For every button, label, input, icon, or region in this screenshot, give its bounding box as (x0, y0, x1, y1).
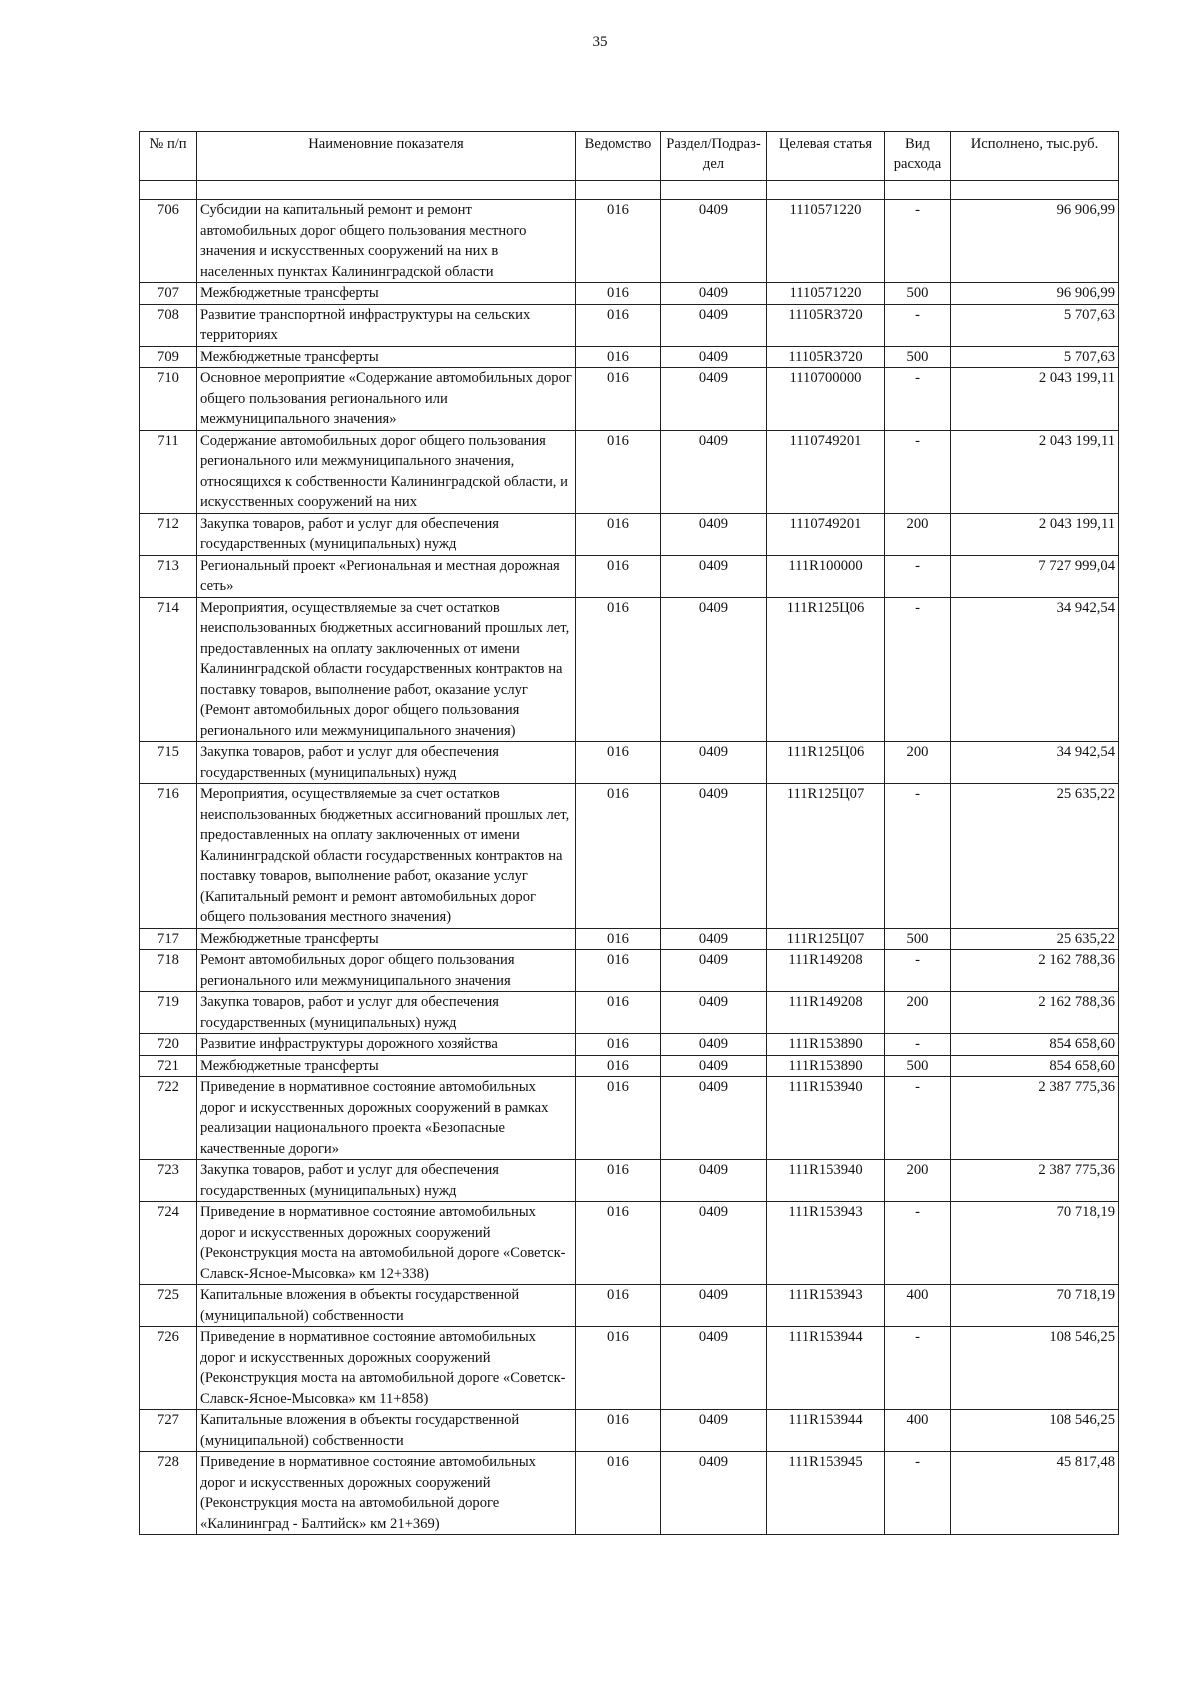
row-section: 0409 (661, 742, 767, 784)
row-dept: 016 (576, 304, 661, 346)
row-target: 111R153940 (767, 1160, 885, 1202)
row-section: 0409 (661, 1327, 767, 1410)
row-target: 111R153890 (767, 1034, 885, 1056)
table-row (140, 346, 1119, 368)
row-section: 0409 (661, 784, 767, 929)
table-row (140, 283, 1119, 305)
header-num: № п/п (140, 132, 197, 181)
table-row (140, 742, 1119, 784)
row-amount: 2 043 199,11 (951, 430, 1119, 513)
row-dept: 016 (576, 1410, 661, 1452)
table-row (140, 555, 1119, 597)
row-section: 0409 (661, 304, 767, 346)
row-dept: 016 (576, 1452, 661, 1535)
row-section: 0409 (661, 1077, 767, 1160)
row-amount: 45 817,48 (951, 1452, 1119, 1535)
row-section: 0409 (661, 283, 767, 305)
row-target: 111R125Ц07 (767, 928, 885, 950)
row-dept: 016 (576, 597, 661, 742)
table-body (140, 200, 1119, 1535)
row-target: 111R125Ц07 (767, 784, 885, 929)
row-target: 1110571220 (767, 200, 885, 283)
row-number: 717 (140, 928, 197, 950)
row-exp-type: - (885, 1034, 951, 1056)
row-exp-type: - (885, 200, 951, 283)
row-dept: 016 (576, 992, 661, 1034)
row-name: Капитальные вложения в объекты государственной (муниципальной) собственности (197, 1410, 576, 1452)
row-amount: 5 707,63 (951, 346, 1119, 368)
row-number: 711 (140, 430, 197, 513)
row-target: 111R125Ц06 (767, 742, 885, 784)
table-row (140, 928, 1119, 950)
header-dept: Ведомство (576, 132, 661, 181)
row-name: Основное мероприятие «Содержание автомобильных дорог общего пользования регионального или межмуниципального значения» (197, 368, 576, 431)
row-amount: 2 162 788,36 (951, 950, 1119, 992)
row-target: 111R153890 (767, 1055, 885, 1077)
row-target: 111R153945 (767, 1452, 885, 1535)
row-name: Развитие инфраструктуры дорожного хозяйства (197, 1034, 576, 1056)
row-amount: 108 546,25 (951, 1410, 1119, 1452)
row-number: 720 (140, 1034, 197, 1056)
row-exp-type: 200 (885, 992, 951, 1034)
row-number: 721 (140, 1055, 197, 1077)
row-dept: 016 (576, 950, 661, 992)
header-spacer-row (140, 181, 1119, 200)
header-exp-type: Вид расхода (885, 132, 951, 181)
table-row (140, 1055, 1119, 1077)
row-name: Межбюджетные трансферты (197, 928, 576, 950)
row-target: 111R100000 (767, 555, 885, 597)
row-exp-type: - (885, 1077, 951, 1160)
row-amount: 2 043 199,11 (951, 513, 1119, 555)
row-target: 111R153943 (767, 1285, 885, 1327)
row-exp-type: 200 (885, 742, 951, 784)
row-target: 11105R3720 (767, 304, 885, 346)
row-name: Региональный проект «Региональная и местная дорожная сеть» (197, 555, 576, 597)
row-target: 1110749201 (767, 430, 885, 513)
row-exp-type: - (885, 597, 951, 742)
row-name: Приведение в нормативное состояние автомобильных дорог и искусственных дорожных сооружений (Реконструкция моста на автомобильной дороге «Калининград - Балтийск» км 21+369) (197, 1452, 576, 1535)
table-row (140, 368, 1119, 431)
row-amount: 70 718,19 (951, 1202, 1119, 1285)
row-section: 0409 (661, 513, 767, 555)
row-exp-type: 200 (885, 513, 951, 555)
row-number: 727 (140, 1410, 197, 1452)
table-row (140, 200, 1119, 283)
row-amount: 34 942,54 (951, 597, 1119, 742)
row-dept: 016 (576, 368, 661, 431)
row-amount: 854 658,60 (951, 1034, 1119, 1056)
row-name: Мероприятия, осуществляемые за счет остатков неиспользованных бюджетных ассигнований прошлых лет, предоставленных на оплату заключенных от имени Калининградской области государственных контрактов на поставку товаров, выполнение работ, оказание услуг (Капитальный ремонт и ремонт автомобильных дорог общего пользования местного значения) (197, 784, 576, 929)
row-dept: 016 (576, 1077, 661, 1160)
row-dept: 016 (576, 784, 661, 929)
row-section: 0409 (661, 1034, 767, 1056)
row-exp-type: - (885, 1327, 951, 1410)
table-row (140, 304, 1119, 346)
row-target: 111R149208 (767, 950, 885, 992)
row-number: 712 (140, 513, 197, 555)
row-amount: 2 387 775,36 (951, 1077, 1119, 1160)
row-amount: 7 727 999,04 (951, 555, 1119, 597)
row-dept: 016 (576, 1202, 661, 1285)
row-section: 0409 (661, 346, 767, 368)
row-target: 111R153944 (767, 1410, 885, 1452)
row-target: 11105R3720 (767, 346, 885, 368)
table-row (140, 597, 1119, 742)
row-amount: 2 387 775,36 (951, 1160, 1119, 1202)
row-name: Межбюджетные трансферты (197, 1055, 576, 1077)
row-amount: 96 906,99 (951, 283, 1119, 305)
row-number: 710 (140, 368, 197, 431)
row-target: 111R153943 (767, 1202, 885, 1285)
row-amount: 96 906,99 (951, 200, 1119, 283)
table-row (140, 1410, 1119, 1452)
row-section: 0409 (661, 1285, 767, 1327)
row-name: Развитие транспортной инфраструктуры на сельских территориях (197, 304, 576, 346)
row-section: 0409 (661, 1202, 767, 1285)
row-number: 723 (140, 1160, 197, 1202)
table-row (140, 513, 1119, 555)
row-amount: 854 658,60 (951, 1055, 1119, 1077)
row-exp-type: - (885, 368, 951, 431)
row-name: Приведение в нормативное состояние автомобильных дорог и искусственных дорожных сооружений (Реконструкция моста на автомобильной дороге «Советск-Славск-Ясное-Мысовка» км 11+858) (197, 1327, 576, 1410)
row-target: 111R153944 (767, 1327, 885, 1410)
header-name: Наименовние показателя (197, 132, 576, 181)
row-dept: 016 (576, 430, 661, 513)
row-amount: 2 043 199,11 (951, 368, 1119, 431)
row-target: 111R149208 (767, 992, 885, 1034)
row-section: 0409 (661, 1160, 767, 1202)
row-target: 111R125Ц06 (767, 597, 885, 742)
row-exp-type: 500 (885, 283, 951, 305)
row-dept: 016 (576, 346, 661, 368)
row-target: 1110749201 (767, 513, 885, 555)
row-exp-type: 200 (885, 1160, 951, 1202)
header-target: Целевая статья (767, 132, 885, 181)
row-section: 0409 (661, 950, 767, 992)
row-section: 0409 (661, 1055, 767, 1077)
table-row (140, 1077, 1119, 1160)
row-target: 1110700000 (767, 368, 885, 431)
row-exp-type: - (885, 304, 951, 346)
row-number: 709 (140, 346, 197, 368)
row-number: 728 (140, 1452, 197, 1535)
table-row (140, 1327, 1119, 1410)
row-exp-type: 400 (885, 1410, 951, 1452)
row-name: Закупка товаров, работ и услуг для обеспечения государственных (муниципальных) нужд (197, 1160, 576, 1202)
row-name: Межбюджетные трансферты (197, 283, 576, 305)
row-number: 708 (140, 304, 197, 346)
table-row (140, 1202, 1119, 1285)
row-dept: 016 (576, 1160, 661, 1202)
row-number: 719 (140, 992, 197, 1034)
row-number: 726 (140, 1327, 197, 1410)
table-row (140, 784, 1119, 929)
header-section: Раздел/Подраз-дел (661, 132, 767, 181)
row-exp-type: 500 (885, 1055, 951, 1077)
row-exp-type: - (885, 1452, 951, 1535)
row-dept: 016 (576, 200, 661, 283)
row-dept: 016 (576, 1055, 661, 1077)
row-dept: 016 (576, 928, 661, 950)
row-section: 0409 (661, 200, 767, 283)
row-amount: 2 162 788,36 (951, 992, 1119, 1034)
row-dept: 016 (576, 555, 661, 597)
row-exp-type: 500 (885, 346, 951, 368)
row-section: 0409 (661, 555, 767, 597)
row-amount: 34 942,54 (951, 742, 1119, 784)
row-section: 0409 (661, 1452, 767, 1535)
row-number: 713 (140, 555, 197, 597)
row-exp-type: - (885, 430, 951, 513)
row-dept: 016 (576, 1034, 661, 1056)
row-name: Закупка товаров, работ и услуг для обеспечения государственных (муниципальных) нужд (197, 992, 576, 1034)
page-number: 35 (592, 34, 608, 50)
row-amount: 70 718,19 (951, 1285, 1119, 1327)
row-section: 0409 (661, 430, 767, 513)
row-amount: 108 546,25 (951, 1327, 1119, 1410)
row-name: Межбюджетные трансферты (197, 346, 576, 368)
row-number: 718 (140, 950, 197, 992)
row-amount: 25 635,22 (951, 784, 1119, 929)
row-amount: 25 635,22 (951, 928, 1119, 950)
table-row (140, 1160, 1119, 1202)
table-row (140, 1285, 1119, 1327)
row-name: Закупка товаров, работ и услуг для обеспечения государственных (муниципальных) нужд (197, 742, 576, 784)
row-name: Приведение в нормативное состояние автомобильных дорог и искусственных дорожных сооружений (Реконструкция моста на автомобильной дороге «Советск-Славск-Ясное-Мысовка» км 12+338) (197, 1202, 576, 1285)
row-exp-type: 400 (885, 1285, 951, 1327)
row-dept: 016 (576, 1285, 661, 1327)
row-exp-type: - (885, 1202, 951, 1285)
row-section: 0409 (661, 992, 767, 1034)
table-row (140, 950, 1119, 992)
table-row (140, 430, 1119, 513)
row-name: Ремонт автомобильных дорог общего пользования регионального или межмуниципального значения (197, 950, 576, 992)
row-exp-type: - (885, 950, 951, 992)
row-section: 0409 (661, 597, 767, 742)
row-target: 111R153940 (767, 1077, 885, 1160)
row-section: 0409 (661, 1410, 767, 1452)
row-name: Мероприятия, осуществляемые за счет остатков неиспользованных бюджетных ассигнований прошлых лет, предоставленных на оплату заключенных от имени Калининградской области государственных контрактов на поставку товаров, выполнение работ, оказание услуг (Ремонт автомобильных дорог общего пользования регионального или межмуниципального значения) (197, 597, 576, 742)
row-number: 714 (140, 597, 197, 742)
row-number: 715 (140, 742, 197, 784)
row-name: Капитальные вложения в объекты государственной (муниципальной) собственности (197, 1285, 576, 1327)
table-row (140, 992, 1119, 1034)
row-exp-type: - (885, 784, 951, 929)
row-dept: 016 (576, 1327, 661, 1410)
row-number: 724 (140, 1202, 197, 1285)
row-exp-type: - (885, 555, 951, 597)
row-name: Содержание автомобильных дорог общего пользования регионального или межмуниципального значения, относящихся к собственности Калининградской области, и искусственных сооружений на них (197, 430, 576, 513)
row-number: 706 (140, 200, 197, 283)
row-section: 0409 (661, 928, 767, 950)
table-row (140, 1034, 1119, 1056)
row-number: 716 (140, 784, 197, 929)
row-exp-type: 500 (885, 928, 951, 950)
row-amount: 5 707,63 (951, 304, 1119, 346)
row-number: 707 (140, 283, 197, 305)
row-dept: 016 (576, 742, 661, 784)
row-target: 1110571220 (767, 283, 885, 305)
table-row (140, 1452, 1119, 1535)
row-dept: 016 (576, 513, 661, 555)
row-dept: 016 (576, 283, 661, 305)
row-name: Субсидии на капитальный ремонт и ремонт автомобильных дорог общего пользования местного значения и искусственных сооружений на них в населенных пунктах Калининградской области (197, 200, 576, 283)
row-name: Закупка товаров, работ и услуг для обеспечения государственных (муниципальных) нужд (197, 513, 576, 555)
table-header-row (140, 132, 1119, 181)
row-name: Приведение в нормативное состояние автомобильных дорог и искусственных дорожных сооружений в рамках реализации национального проекта «Безопасные качественные дороги» (197, 1077, 576, 1160)
row-section: 0409 (661, 368, 767, 431)
row-number: 725 (140, 1285, 197, 1327)
header-amount: Исполнено, тыс.руб. (951, 132, 1119, 181)
budget-table (139, 131, 1119, 1535)
row-number: 722 (140, 1077, 197, 1160)
